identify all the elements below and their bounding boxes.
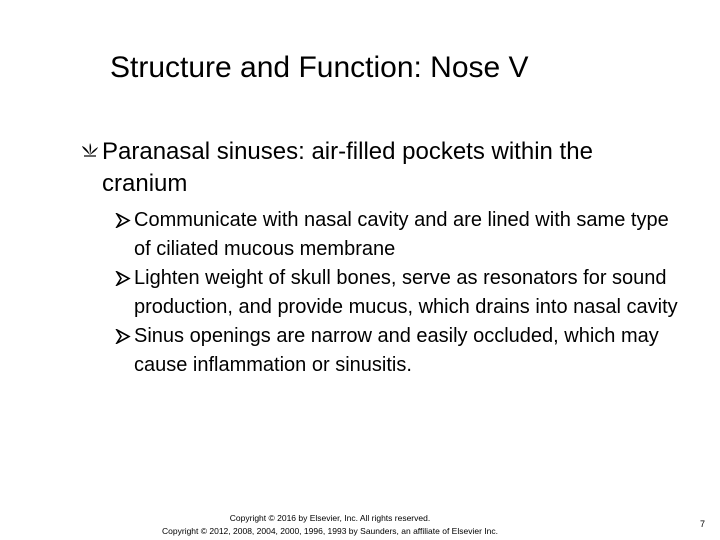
slide-title: Structure and Function: Nose V xyxy=(110,51,529,84)
arrowhead-bullet-icon xyxy=(115,271,131,286)
page-number: 7 xyxy=(700,519,706,529)
sub-bullet-text: Communicate with nasal cavity and are lined with same type of ciliated mucous membrane xyxy=(134,209,669,260)
sub-bullet-text: Sinus openings are narrow and easily occluded, which may cause inflammation or sinusitis. xyxy=(134,325,659,376)
copyright-line-1: Copyright © 2016 by Elsevier, Inc. All rights reserved. xyxy=(229,513,431,523)
sub-bullet-item xyxy=(115,322,685,380)
arrowhead-bullet-icon xyxy=(115,329,131,344)
sub-bullet-text: Lighten weight of skull bones, serve as resonators for sound production, and provide mucus, which drains into nasal cavity xyxy=(134,267,678,318)
main-bullet-text: Paranasal sinuses: air-filled pockets within the cranium xyxy=(102,138,593,197)
sub-bullet-item xyxy=(115,206,685,264)
copyright-line-2: Copyright © 2012, 2008, 2004, 2000, 1996, 1993 by Saunders, an affiliate of Elsevier Inc. xyxy=(162,526,498,536)
sub-bullet-list xyxy=(115,206,685,380)
flower-bullet-icon xyxy=(80,142,100,158)
sub-bullet-item xyxy=(115,264,685,322)
footer-copyright xyxy=(100,512,560,538)
arrowhead-bullet-icon xyxy=(115,213,131,228)
